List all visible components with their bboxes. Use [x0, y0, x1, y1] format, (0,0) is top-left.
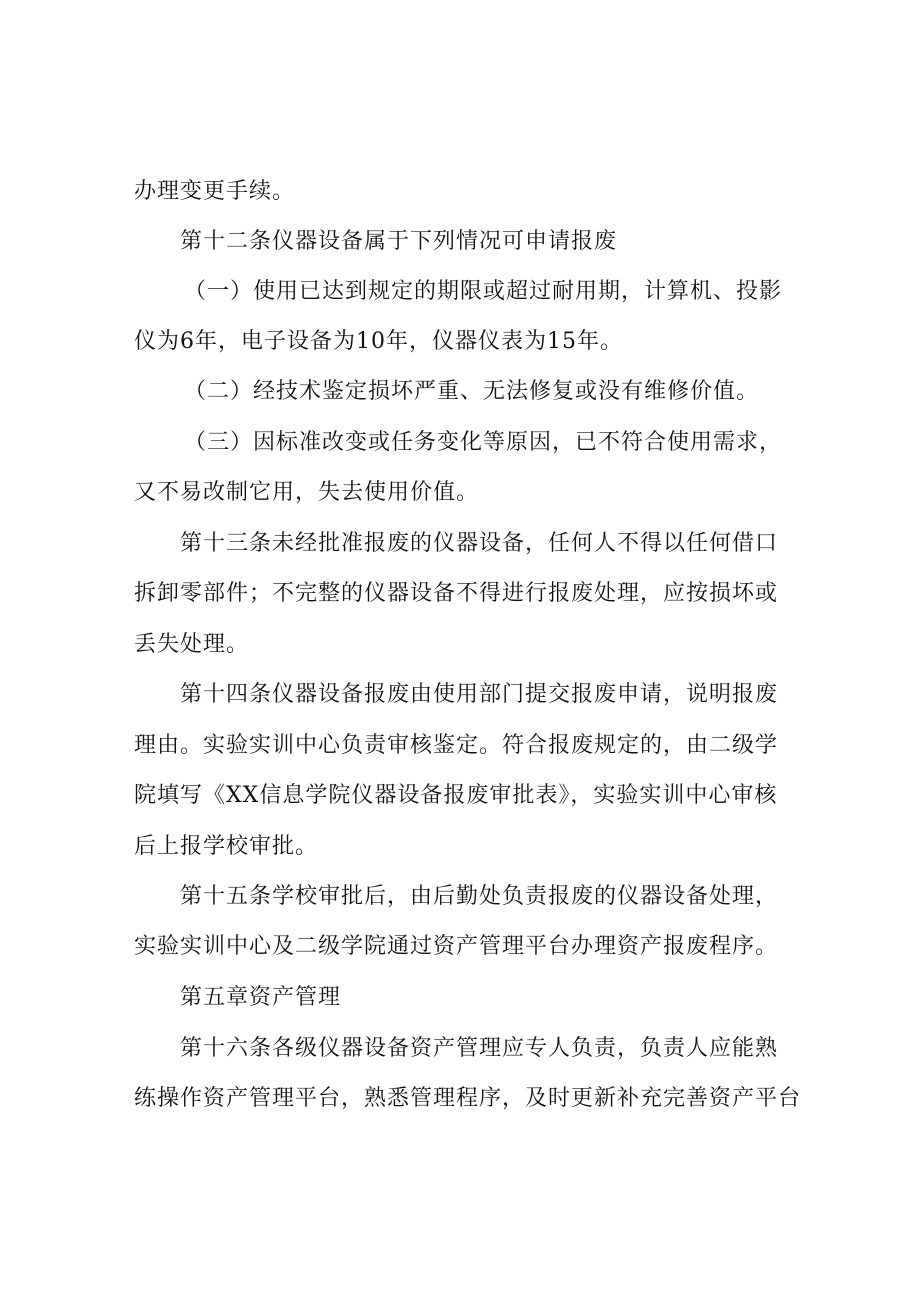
article-16-line-2: 练操作资产管理平台，熟悉管理程序，及时更新补充完善资产平台 [134, 1086, 802, 1111]
article-13-line-2: 拆卸零部件；不完整的仪器设备不得进行报废处理，应按损坏或 [134, 581, 779, 606]
article-12-heading: 第十二条仪器设备属于下列情况可申请报废 [180, 229, 618, 254]
article-14-line-2: 理由。实验实训中心负责审核鉴定。符合报废规定的，由二级学 [134, 733, 779, 758]
text-line-4: 仪为6年，电子设备为10年，仪器仪表为15年。 [134, 329, 623, 354]
text-line-5: （二）经技术鉴定损坏严重、无法修复或没有维修价值。 [184, 379, 760, 404]
chapter-5-heading: 第五章资产管理 [180, 985, 342, 1010]
text-line-1: 办理变更手续。 [134, 179, 296, 204]
text-line-7: 又不易改制它用，失去使用价值。 [134, 480, 480, 505]
text-line-6: （三）因标准改变或任务变化等原因，已不符合使用需求， [184, 430, 783, 455]
text-line-3: （一）使用已达到规定的期限或超过耐用期，计算机、投影 [184, 279, 783, 304]
article-15-line-1: 第十五条学校审批后，由后勤处负责报废的仪器设备处理， [180, 884, 779, 909]
article-14-line-3: 院填写《XX信息学院仪器设备报废审批表》，实验实训中心审核 [134, 783, 778, 808]
article-13-line-1: 第十三条未经批准报废的仪器设备，任何人不得以任何借口 [180, 531, 779, 556]
article-14-line-4: 后上报学校审批。 [134, 834, 319, 859]
article-14-line-1: 第十四条仪器设备报废由使用部门提交报废申请，说明报废 [180, 682, 779, 707]
article-16-line-1: 第十六条各级仪器设备资产管理应专人负责，负责人应能熟 [180, 1036, 779, 1061]
article-13-line-3: 丢失处理。 [134, 632, 250, 657]
article-15-line-2: 实验实训中心及二级学院通过资产管理平台办理资产报废程序。 [134, 934, 779, 959]
